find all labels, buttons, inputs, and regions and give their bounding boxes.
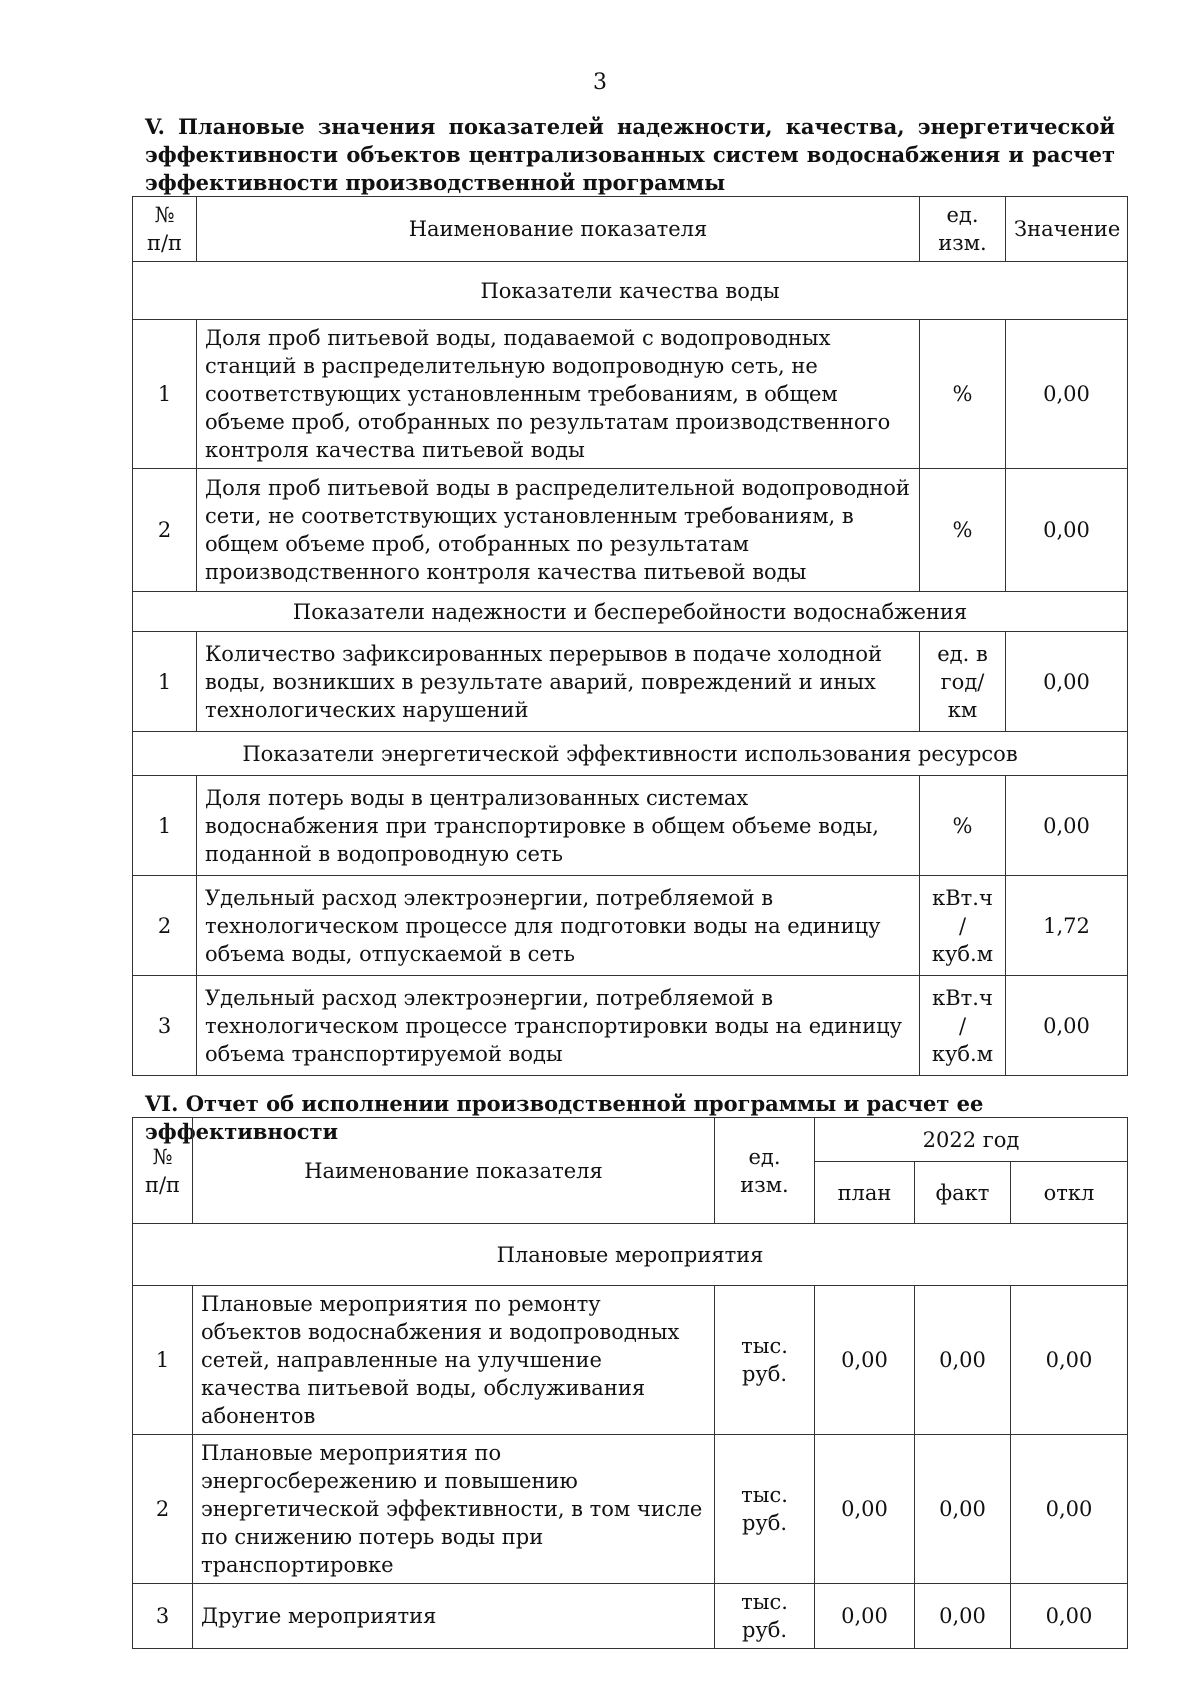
row-num: 1 [133,776,197,876]
row-value: 0,00 [1006,320,1128,469]
row-fact: 0,00 [915,1286,1011,1435]
group-title: Показатели надежности и бесперебойности водоснабжения [133,592,1128,632]
row-deviation: 0,00 [1011,1286,1128,1435]
row-name: Доля проб питьевой воды в распределительной водопроводной сети, не соответствующих установленным требованиям, в общем объеме проб, отобранных по результатам производственного контроля качества питьевой воды [197,469,920,592]
col-header-year: 2022 год [815,1118,1128,1162]
table-row [133,976,1128,1076]
row-num: 3 [133,976,197,1076]
row-fact: 0,00 [915,1435,1011,1584]
row-plan: 0,00 [815,1584,915,1649]
table-row [133,632,1128,732]
row-deviation: 0,00 [1011,1584,1128,1649]
row-value: 0,00 [1006,469,1128,592]
row-plan: 0,00 [815,1435,915,1584]
row-name: Количество зафиксированных перерывов в подаче холодной воды, возникших в результате аварий, повреждений и иных технологических нарушений [197,632,920,732]
table-header-row [133,197,1128,262]
section-v-table [132,196,1128,1076]
col-header-num: № п/п [133,197,197,262]
row-num: 1 [133,632,197,732]
row-value: 1,72 [1006,876,1128,976]
group-row-reliability [133,592,1128,632]
row-name: Удельный расход электроэнергии, потребляемой в технологическом процессе для подготовки воды на единицу объема воды, отпускаемой в сеть [197,876,920,976]
section-vi-heading: VI. Отчет об исполнении производственной программы и расчет ее эффективности [145,1091,984,1144]
table-row [133,1286,1128,1435]
section-vi-table [132,1117,1128,1649]
col-header-name: Наименование показателя [193,1118,715,1224]
row-unit: кВт.ч / куб.м [920,876,1006,976]
group-row-planned [133,1224,1128,1286]
row-unit: ед. в год/ км [920,632,1006,732]
table-row [133,776,1128,876]
row-num: 2 [133,876,197,976]
row-name: Удельный расход электроэнергии, потребляемой в технологическом процессе транспортировки воды на единицу объема транспортируемой воды [197,976,920,1076]
group-title: Показатели качества воды [133,262,1128,320]
table-row [133,469,1128,592]
row-deviation: 0,00 [1011,1435,1128,1584]
col-header-plan: план [815,1162,915,1224]
col-header-name: Наименование показателя [197,197,920,262]
col-header-num: № п/п [133,1118,193,1224]
row-name: Другие мероприятия [193,1584,715,1649]
group-title: Плановые мероприятия [133,1224,1128,1286]
row-fact: 0,00 [915,1584,1011,1649]
table-row [133,320,1128,469]
row-unit: тыс. руб. [715,1286,815,1435]
group-title: Показатели энергетической эффективности использования ресурсов [133,732,1128,776]
row-name: Плановые мероприятия по ремонту объектов водоснабжения и водопроводных сетей, направленные на улучшение качества питьевой воды, обслуживания абонентов [193,1286,715,1435]
table-row [133,1584,1128,1649]
col-header-unit: ед. изм. [920,197,1006,262]
group-row-energy [133,732,1128,776]
row-unit: % [920,320,1006,469]
page-number: 3 [593,70,607,95]
table-header-row [133,1118,1128,1162]
col-header-unit: ед. изм. [715,1118,815,1224]
row-name: Доля проб питьевой воды, подаваемой с водопроводных станций в распределительную водопроводную сеть, не соответствующих установленным требованиям, в общем объеме проб, отобранных по результатам производственного контроля качества питьевой воды [197,320,920,469]
row-plan: 0,00 [815,1286,915,1435]
row-num: 1 [133,1286,193,1435]
row-value: 0,00 [1006,976,1128,1076]
row-unit: тыс. руб. [715,1435,815,1584]
table-row [133,1435,1128,1584]
row-num: 3 [133,1584,193,1649]
row-value: 0,00 [1006,632,1128,732]
row-unit: кВт.ч / куб.м [920,976,1006,1076]
table-row [133,876,1128,976]
row-num: 1 [133,320,197,469]
col-header-value: Значение [1006,197,1128,262]
col-header-fact: факт [915,1162,1011,1224]
row-unit: % [920,469,1006,592]
row-unit: % [920,776,1006,876]
row-num: 2 [133,1435,193,1584]
row-name: Доля потерь воды в централизованных системах водоснабжения при транспортировке в общем объеме воды, поданной в водопроводную сеть [197,776,920,876]
row-num: 2 [133,469,197,592]
row-unit: тыс. руб. [715,1584,815,1649]
col-header-deviation: откл [1011,1162,1128,1224]
section-v-heading: V. Плановые значения показателей надежности, качества, энергетической эффективности объектов централизованных систем водоснабжения и расчет эффективности производственной программы [145,114,1115,195]
row-value: 0,00 [1006,776,1128,876]
group-row-quality [133,262,1128,320]
row-name: Плановые мероприятия по энергосбережению и повышению энергетической эффективности, в том числе по снижению потерь воды при транспортировке [193,1435,715,1584]
